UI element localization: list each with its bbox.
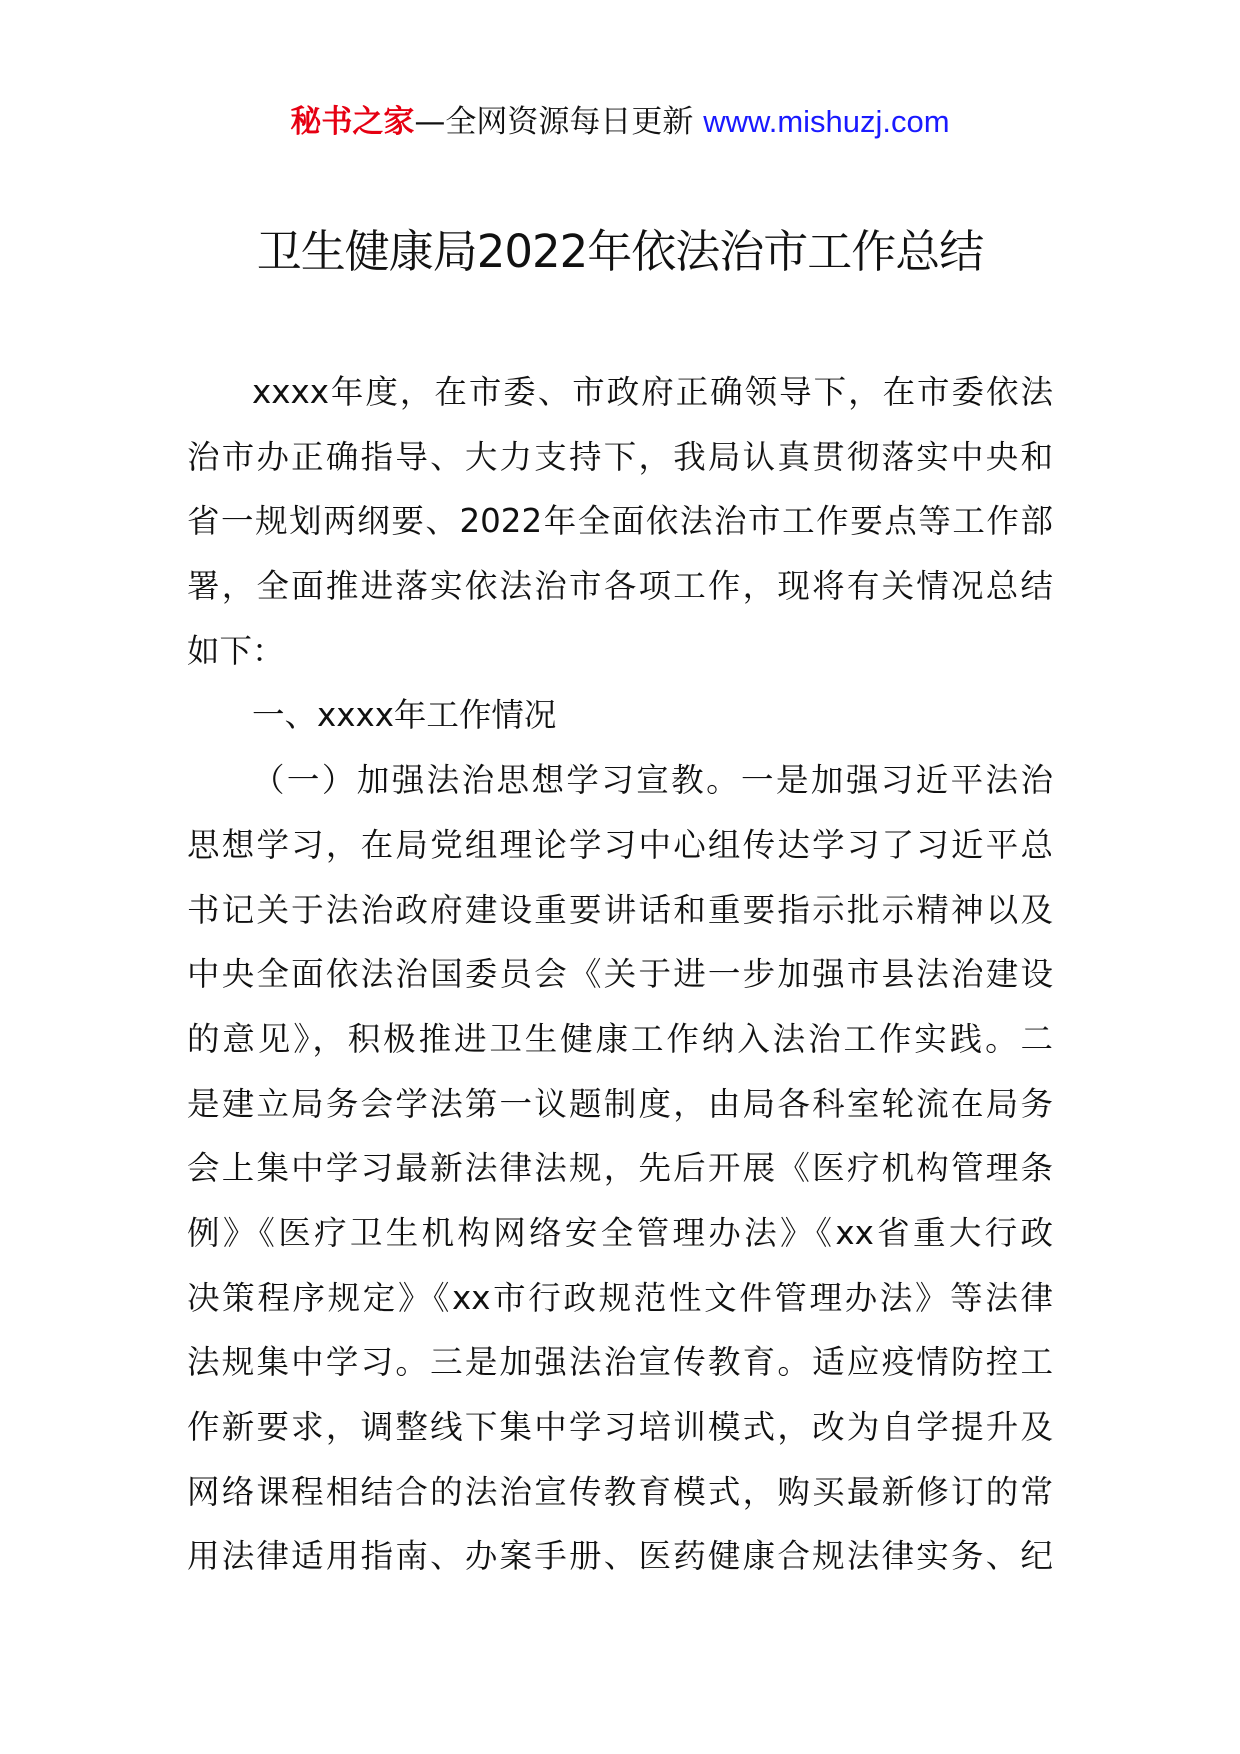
brand-name: 秘书之家 xyxy=(290,104,415,140)
header-tagline: —全网资源每日更新 xyxy=(414,104,704,140)
paragraph-line: 是建立局务会学法第一议题制度，由局各科室轮流在局务 xyxy=(187,1084,1053,1123)
paragraph-line: 如下： xyxy=(187,631,285,670)
paragraph-line: 的意见》，积极推进卫生健康工作纳入法治工作实践。二 xyxy=(187,1019,1053,1058)
document-title: 卫生健康局2022年依法治市工作总结 xyxy=(256,225,984,278)
paragraph-line: 治市办正确指导、大力支持下，我局认真贯彻落实中央和 xyxy=(187,437,1053,476)
paragraph-line: 用法律适用指南、办案手册、医药健康合规法律实务、纪 xyxy=(187,1537,1053,1576)
paragraph-line: xxxx年度，在市委、市政府正确领导下，在市委依法 xyxy=(252,373,1053,411)
site-header xyxy=(0,100,1240,144)
document-body xyxy=(187,360,1053,1589)
paragraph-line: 法规集中学习。三是加强法治宣传教育。适应疫情防控工 xyxy=(187,1343,1053,1382)
paragraph-line: 书记关于法治政府建设重要讲话和重要指示批示精神以及 xyxy=(187,890,1053,929)
paragraph-line: （一）加强法治思想学习宣教。一是加强习近平法治 xyxy=(252,761,1053,800)
section-heading: 一、xxxx年工作情况 xyxy=(252,696,557,735)
paragraph-line: 署，全面推进落实依法治市各项工作，现将有关情况总结 xyxy=(187,567,1053,606)
paragraph-line: 思想学习，在局党组理论学习中心组传达学习了习近平总 xyxy=(187,825,1053,864)
paragraph-line: 作新要求，调整线下集中学习培训模式，改为自学提升及 xyxy=(187,1408,1053,1446)
paragraph-line: 决策程序规定》《xx市行政规范性文件管理办法》等法律 xyxy=(187,1278,1053,1317)
paragraph-line: 省一规划两纲要、2022年全面依法治市工作要点等工作部 xyxy=(187,502,1053,541)
paragraph-line: 例》《医疗卫生机构网络安全管理办法》《xx省重大行政 xyxy=(187,1213,1053,1252)
paragraph-line: 会上集中学习最新法律法规，先后开展《医疗机构管理条 xyxy=(187,1149,1053,1188)
site-url[interactable]: www.mishuzj.com xyxy=(703,104,950,139)
paragraph-line: 网络课程相结合的法治宣传教育模式，购买最新修订的常 xyxy=(187,1472,1053,1511)
paragraph-line: 中央全面依法治国委员会《关于进一步加强市县法治建设 xyxy=(187,955,1053,994)
